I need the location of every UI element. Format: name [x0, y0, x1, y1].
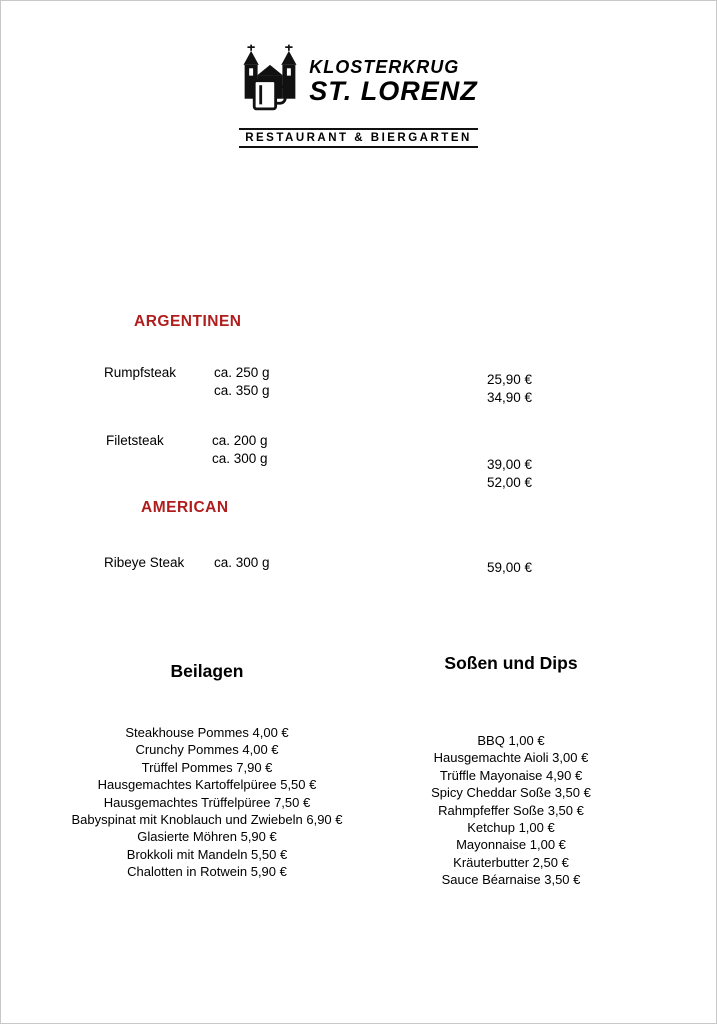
- item-prices: [487, 456, 532, 492]
- sauces-item: Kräuterbutter 2,50 €: [453, 854, 569, 870]
- sauces-item: Hausgemachte Aioli 3,00 €: [433, 750, 589, 766]
- church-beer-mug-icon: [239, 41, 301, 122]
- sauces-item: Mayonnaise 1,00 €: [456, 837, 566, 853]
- item-weight: ca. 300 g: [212, 451, 268, 466]
- item-prices: [487, 371, 532, 407]
- logo-title-line2: ST. LORENZ: [309, 75, 478, 106]
- sauces-item: Trüffle Mayonaise 4,90 €: [439, 767, 583, 783]
- item-weights: [214, 364, 270, 400]
- item-price: 25,90 €: [487, 372, 533, 387]
- restaurant-logo: [1, 41, 716, 148]
- sides-list: [59, 724, 355, 881]
- sauces-item: BBQ 1,00 €: [477, 733, 545, 748]
- item-weight: ca. 350 g: [214, 383, 270, 398]
- sides-item: Glasierte Möhren 5,90 €: [137, 829, 277, 845]
- sides-column: [59, 661, 355, 881]
- item-name: Rumpfsteak: [104, 365, 177, 380]
- sauces-column: [395, 653, 627, 889]
- item-price: 34,90 €: [487, 390, 533, 405]
- sides-item: Steakhouse Pommes 4,00 €: [125, 725, 289, 740]
- item-price: 52,00 €: [487, 475, 533, 490]
- sauces-item: Sauce Béarnaise 3,50 €: [441, 872, 581, 888]
- item-weight: ca. 300 g: [214, 555, 270, 570]
- logo-subtitle: RESTAURANT & BIERGARTEN: [239, 128, 478, 148]
- sauces-heading: Soßen und Dips: [444, 653, 578, 673]
- sauces-list: [395, 732, 627, 889]
- sauces-item: Spicy Cheddar Soße 3,50 €: [431, 785, 591, 801]
- item-name: Filetsteak: [106, 433, 164, 448]
- sides-item: Chalotten in Rotwein 5,90 €: [127, 864, 287, 880]
- item-price: 39,00 €: [487, 457, 533, 472]
- sides-item: Crunchy Pommes 4,00 €: [135, 742, 279, 758]
- item-weight: ca. 200 g: [212, 433, 268, 448]
- item-name: Ribeye Steak: [104, 555, 185, 570]
- sides-item: Hausgemachtes Trüffelpüree 7,50 €: [103, 794, 311, 810]
- sauces-item: Rahmpfeffer Soße 3,50 €: [438, 802, 584, 818]
- sides-heading: Beilagen: [170, 661, 244, 681]
- item-weight: ca. 250 g: [214, 365, 270, 380]
- sides-item: Trüffel Pommes 7,90 €: [141, 759, 273, 775]
- sides-item: Brokkoli mit Mandeln 5,50 €: [126, 846, 288, 862]
- sauces-item: Ketchup 1,00 €: [467, 820, 555, 836]
- section-heading-argentinen: ARGENTINEN: [134, 313, 242, 330]
- item-price: 59,00 €: [487, 560, 533, 575]
- section-heading-american: AMERICAN: [141, 499, 229, 516]
- item-weights: [212, 432, 268, 468]
- sides-item: Babyspinat mit Knoblauch und Zwiebeln 6,90 €: [71, 812, 343, 828]
- logo-title-line1: KLOSTERKRUG: [309, 56, 460, 77]
- sides-item: Hausgemachtes Kartoffelpüree 5,50 €: [97, 777, 317, 793]
